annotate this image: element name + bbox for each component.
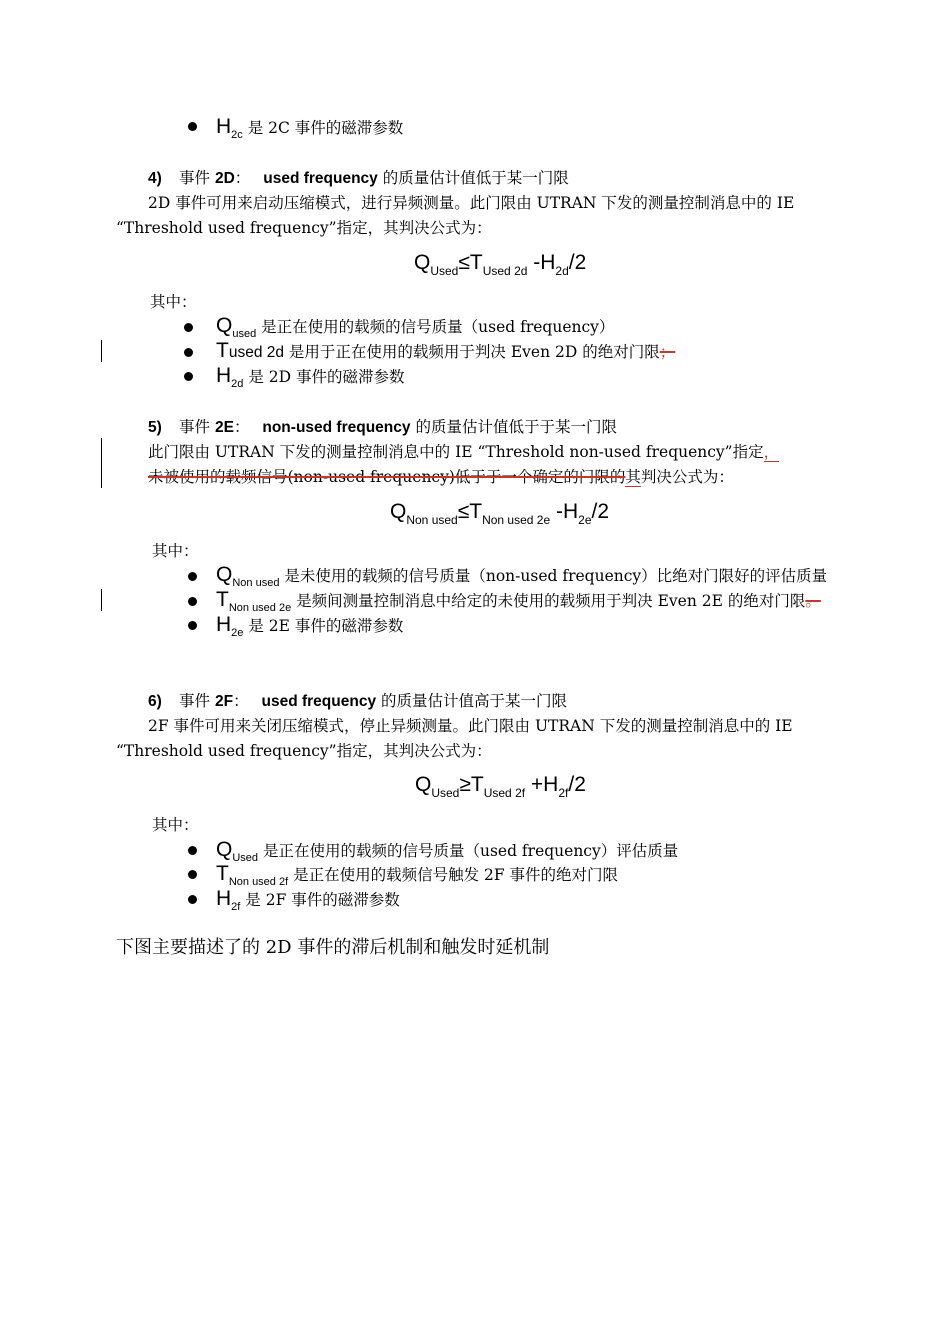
list-item: $H_{2c}$ 是 2C 事件的磁滞参数 (216, 115, 404, 141)
revision-bar (101, 340, 102, 362)
paragraph: “Threshold used frequency”指定，其判决公式为： (116, 742, 492, 760)
bullet-dot (188, 870, 197, 879)
revision-bar (101, 589, 102, 611)
list-item: $H_{2d}$ 是 2D 事件的磁滞参数 (216, 364, 405, 390)
where-label: 其中： (152, 542, 199, 560)
bullet-dot (184, 348, 193, 357)
bullet-dot (188, 122, 197, 131)
formula-2f: $Q_{Used}\ge T_{Used 2f} +H_{2f}/2$ (415, 773, 586, 800)
list-item: $H_{2f}$ 是 2F 事件的磁滞参数 (216, 887, 400, 913)
list-item: $Q_{Non used}$ 是未使用的载频的信号质量（non-used frequency）比绝对门限好的评估质量 (216, 563, 828, 589)
bullet-dot (188, 572, 197, 581)
formula-2d: $Q_{Used}\le T_{Used 2d}$ $-H_{2d}/2$ (414, 251, 587, 278)
list-item: $Q_{used}$ 是正在使用的载频的信号质量（used frequency） (216, 314, 615, 340)
section-heading-4: 4) 事件 2D： used frequency 的质量估计值低于某一门限 (148, 169, 569, 187)
where-label: 其中： (150, 293, 197, 311)
paragraph: 未被使用的载频信号(non-used frequency)低于于一个确定的门限的其判决公式为： (148, 468, 734, 486)
bullet-dot (184, 323, 193, 332)
closing-paragraph: 下图主要描述了的 2D 事件的滞后机制和触发时延机制 (116, 937, 550, 958)
list-item: $T_{Non used 2e}$ 是频间测量控制消息中给定的未使用的载频用于判决 Even 2E 的绝对门限。 (216, 588, 821, 614)
where-label: 其中： (152, 816, 199, 834)
list-item: $T_{Non used 2f}$ 是正在使用的载频信号触发 2F 事件的绝对门限 (216, 862, 619, 888)
section-heading-6: 6) 事件 2F： used frequency 的质量估计值高于某一门限 (148, 692, 567, 710)
list-item: Tused 2d 是用于正在使用的载频用于判决 Even 2D 的绝对门限； (216, 339, 676, 362)
paragraph: 2F 事件可用来关闭压缩模式，停止异频测量。此门限由 UTRAN 下发的测量控制消息中的 IE (148, 717, 793, 735)
bullet-dot (188, 846, 197, 855)
paragraph: 此门限由 UTRAN 下发的测量控制消息中的 IE “Threshold non-used frequency”指定， (148, 443, 780, 461)
paragraph: 2D 事件可用来启动压缩模式，进行异频测量。此门限由 UTRAN 下发的测量控制消息中的 IE (148, 194, 795, 212)
formula-2e: $Q_{Non used}\le T_{Non used 2e}$ $-H_{2e}/2$ (390, 500, 610, 527)
paragraph: “Threshold used frequency”指定，其判决公式为： (116, 219, 492, 237)
list-item: $Q_{Used}$ 是正在使用的载频的信号质量（used frequency）评估质量 (216, 838, 679, 864)
list-item: $H_{2e}$ 是 2E 事件的磁滞参数 (216, 613, 404, 639)
section-heading-5: 5) 事件 2E： non-used frequency 的质量估计值低于于某一门限 (148, 418, 617, 436)
bullet-dot (184, 372, 193, 381)
revision-bar (101, 438, 102, 488)
bullet-dot (188, 895, 197, 904)
bullet-dot (188, 621, 197, 630)
bullet-dot (188, 597, 197, 606)
